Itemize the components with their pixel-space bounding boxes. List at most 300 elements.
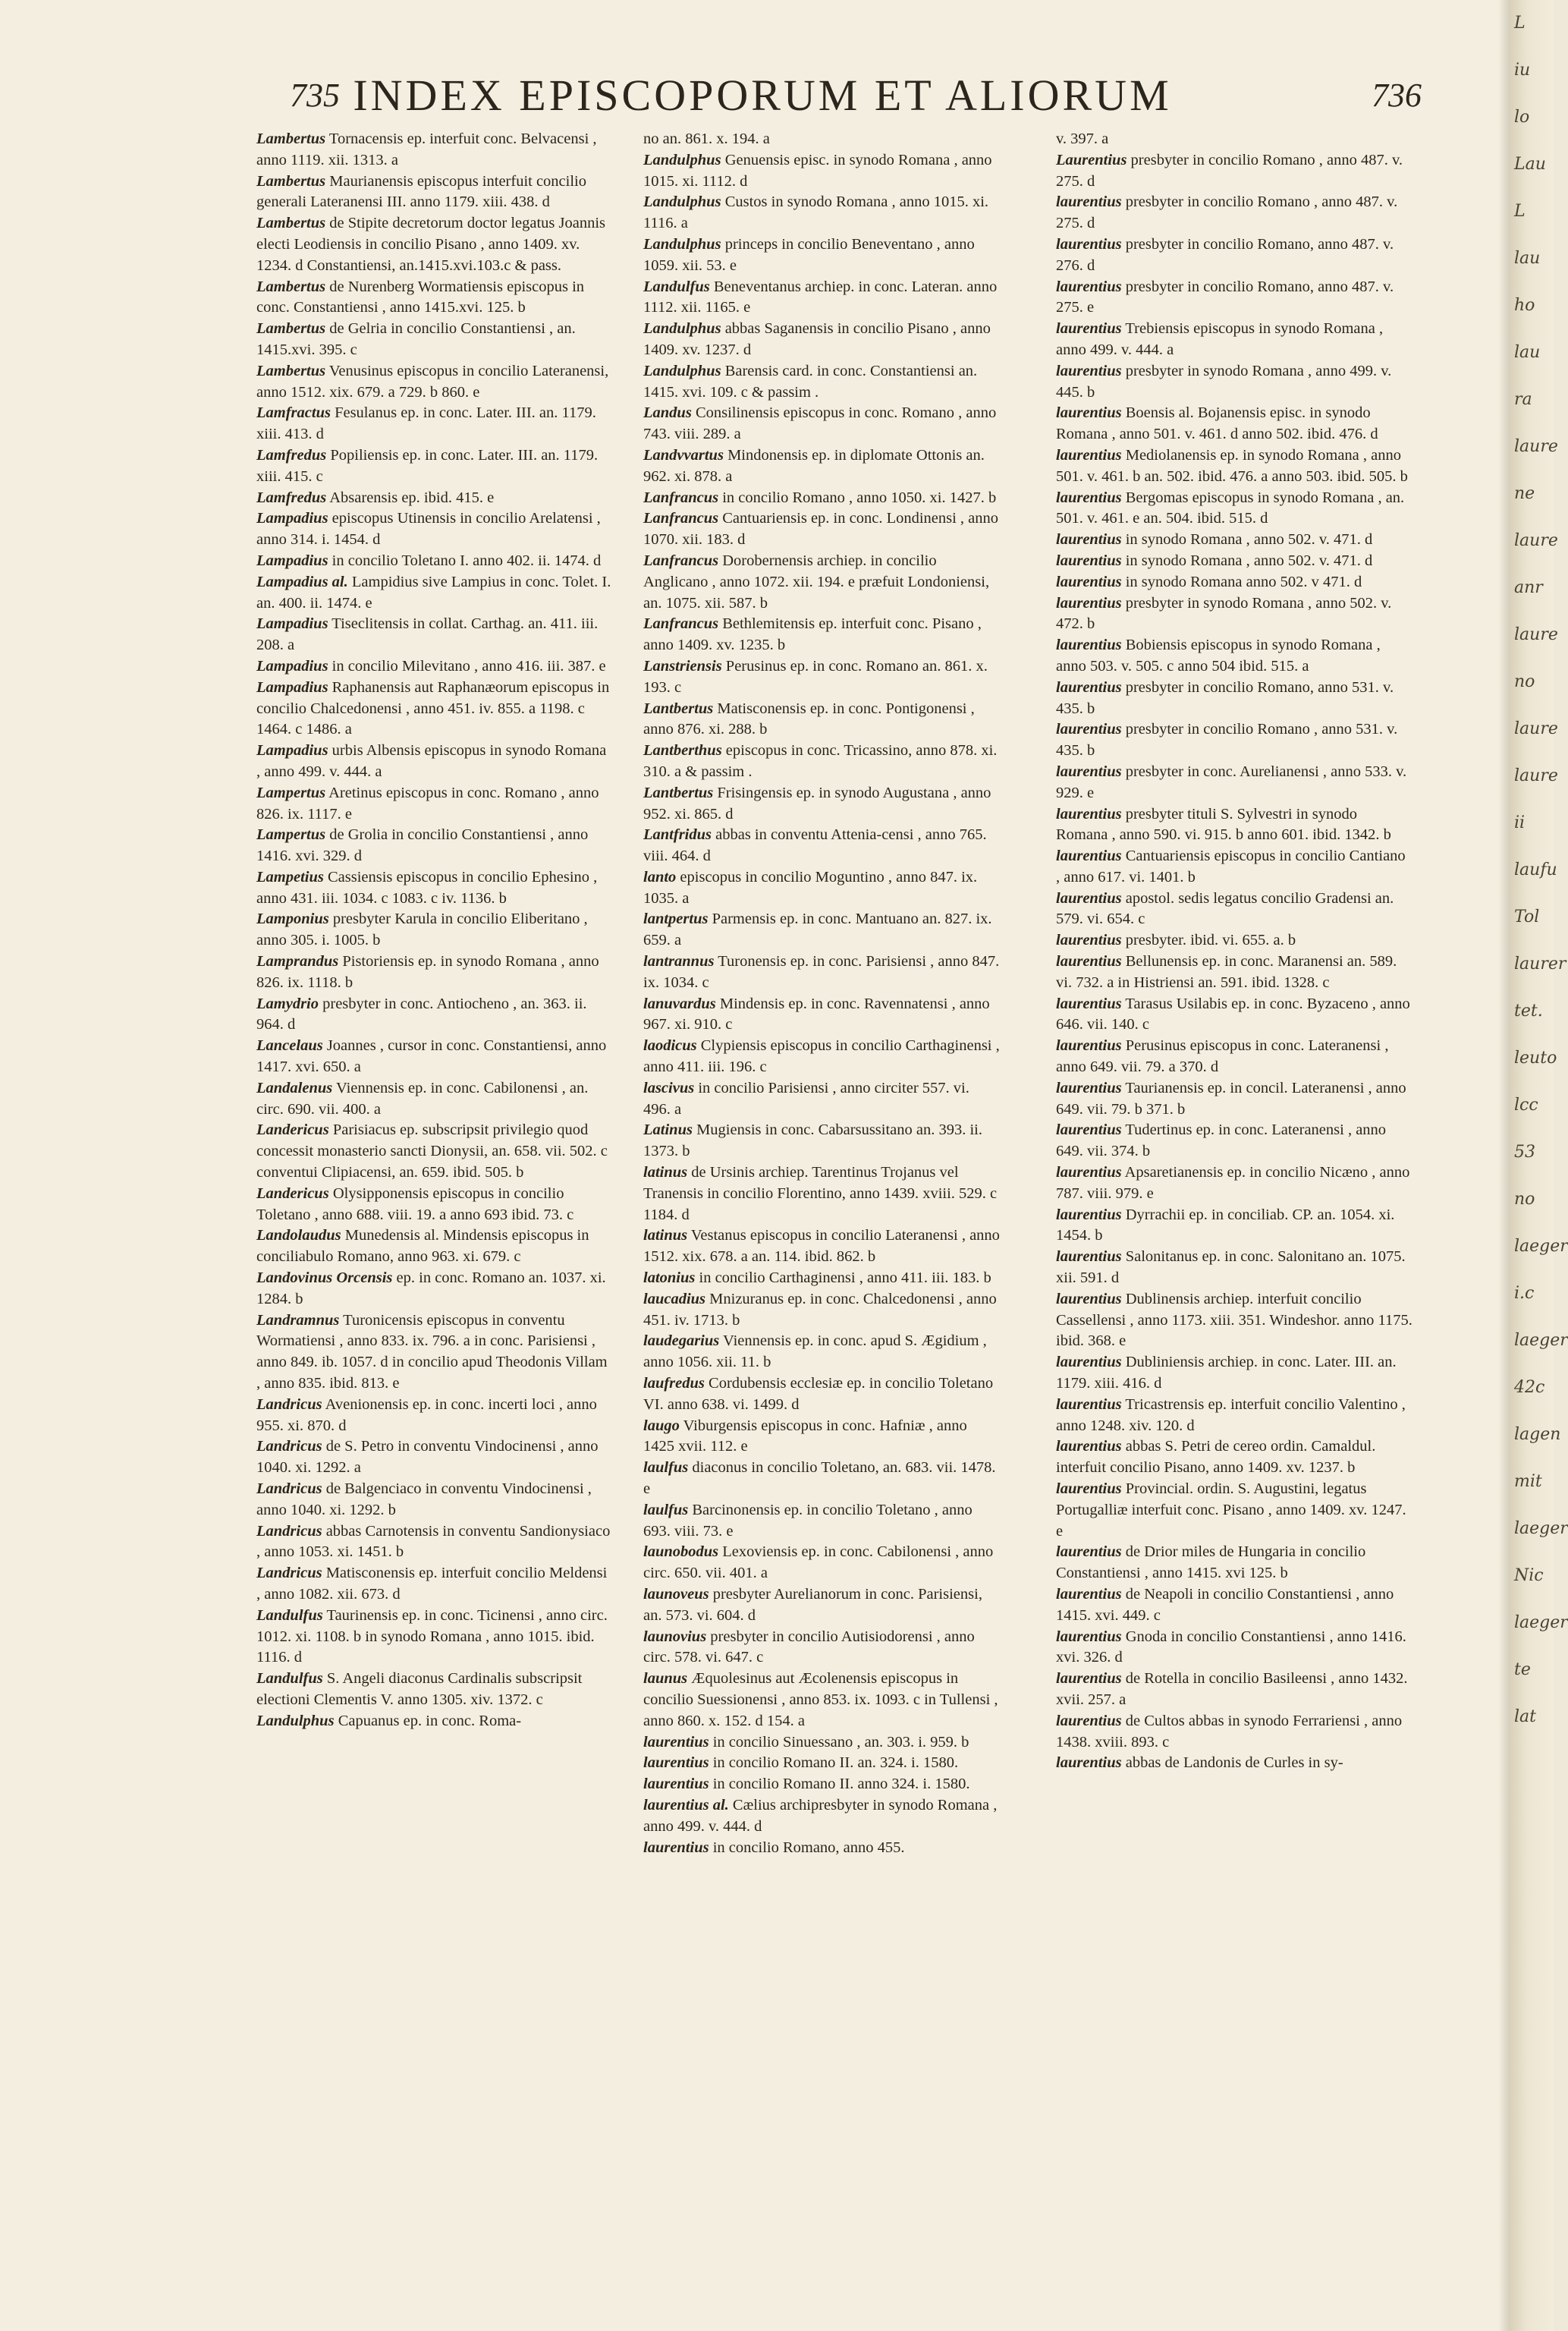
- entry-text: Gnoda in concilio Constantiensi , anno 1416. xvi. 326. d: [1056, 1628, 1406, 1666]
- entry-headword: Landulphus: [643, 151, 721, 168]
- index-entry: [1056, 192, 1412, 234]
- index-entry: [256, 825, 613, 867]
- entry-text: in concilio Carthaginensi , anno 411. iii. 183. b: [695, 1269, 991, 1287]
- entry-headword: laurentius: [1056, 573, 1122, 590]
- adjacent-page-fragment: Nic: [1514, 1566, 1544, 1585]
- index-entry: [1056, 1162, 1412, 1205]
- entry-headword: laurentius: [1056, 235, 1122, 253]
- entry-headword: Lambertus: [256, 320, 326, 338]
- index-entry: [256, 1563, 613, 1606]
- index-entry: [256, 213, 613, 276]
- index-entry: [643, 1078, 1000, 1121]
- adjacent-page-fragment: no: [1514, 1190, 1535, 1209]
- entry-text: de Cultos abbas in synodo Ferrariensi , anno 1438. xviii. 893. c: [1056, 1712, 1403, 1751]
- adjacent-page-fragment: 42c: [1514, 1378, 1545, 1397]
- entry-text: Apsaretianensis ep. in concilio Nicæno , anno 787. viii. 979. e: [1056, 1164, 1410, 1202]
- entry-headword: laurentius: [1056, 1290, 1122, 1307]
- entry-headword: Lampertus: [256, 826, 326, 844]
- entry-headword: laurentius: [1056, 953, 1122, 970]
- entry-text: presbyter in concilio Romano , anno 487. v. 275. d: [1056, 193, 1398, 232]
- index-entry: [1056, 1711, 1412, 1754]
- entry-headword: laulfus: [643, 1501, 689, 1518]
- entry-headword: Lampadius: [256, 615, 328, 633]
- adjacent-page-fragment: te: [1514, 1660, 1531, 1679]
- index-entry: [643, 192, 1000, 234]
- entry-text: Maurianensis episcopus interfuit concilio generali Lateranensi III. anno 1179. xiii. 438. d: [256, 172, 586, 211]
- index-entry: [643, 1669, 1000, 1732]
- entry-headword: Landulfus: [256, 1670, 323, 1688]
- entry-headword: laurentius: [1056, 1037, 1122, 1055]
- adjacent-page-fragment: tet.: [1514, 1002, 1543, 1021]
- adjacent-page-fragment: laufu: [1514, 860, 1557, 879]
- entry-text: Mindonensis ep. in diplomate Ottonis an. 962. xi. 878. a: [643, 446, 985, 485]
- page-number-right: 736: [1372, 77, 1422, 114]
- entry-headword: laurentius: [1056, 193, 1122, 211]
- entry-text: presbyter in synodo Romana , anno 499. v. 445. b: [1056, 362, 1392, 401]
- entry-text: in synodo Romana anno 502. v 471. d: [1121, 573, 1362, 590]
- entry-headword: Lambertus: [256, 215, 326, 232]
- entry-text: diaconus in concilio Toletano, an. 683. vii. 1478. e: [643, 1459, 996, 1497]
- entry-headword: Landvvartus: [643, 446, 724, 464]
- index-entry: [643, 867, 1000, 910]
- entry-headword: launus: [643, 1670, 688, 1688]
- index-entry: [1056, 762, 1412, 804]
- index-entry: [1056, 1479, 1412, 1542]
- entry-text: Genuensis episc. in synodo Romana , anno 1015. xi. 1112. d: [643, 151, 992, 190]
- entry-text: in synodo Romana , anno 502. v. 471. d: [1121, 552, 1373, 569]
- entry-headword: Landulfus: [643, 278, 710, 295]
- entry-headword: laurentius: [1056, 594, 1122, 612]
- entry-headword: Lanfrancus: [643, 489, 719, 506]
- entry-headword: laurentius: [643, 1733, 709, 1751]
- entry-text: no an. 861. x. 194. a: [643, 131, 770, 147]
- entry-text: Æquolesinus aut Æcolenensis episcopus in concilio Suessionensi , anno 853. ix. 1093. c in Tullensi , anno 860. x. 152. d 154. a: [643, 1670, 998, 1729]
- entry-headword: Lamydrio: [256, 995, 319, 1012]
- adjacent-page-fragment: lagen: [1514, 1425, 1561, 1444]
- entry-text: Barcinonensis ep. in concilio Toletano , anno 693. viii. 73. e: [643, 1501, 973, 1540]
- entry-text: Salonitanus ep. in conc. Salonitano an. 1075. xii. 591. d: [1056, 1248, 1406, 1287]
- entry-headword: Lampadius: [256, 552, 328, 569]
- entry-headword: latinus: [643, 1164, 688, 1181]
- index-entry: [1056, 889, 1412, 931]
- entry-headword: Lancelaus: [256, 1037, 323, 1055]
- index-entry: [643, 699, 1000, 741]
- page-edge-shadow: [1498, 0, 1510, 2331]
- entry-text: Dyrrachii ep. in conciliab. CP. an. 1054. xi. 1454. b: [1056, 1206, 1395, 1244]
- index-entry: [643, 656, 1000, 699]
- adjacent-page-fragment: lau: [1514, 343, 1541, 362]
- entry-text: Cordubensis ecclesiæ ep. in concilio Toletano VI. anno 638. vi. 1499. d: [643, 1375, 994, 1413]
- entry-text: Dublinensis archiep. interfuit concilio Cassellensi , anno 1173. xiii. 351. Windeshor. anno 1175. ibid. 368. e: [1056, 1290, 1412, 1350]
- entry-headword: laurentius: [1056, 889, 1122, 907]
- entry-text: Absarensis ep. ibid. 415. e: [326, 489, 495, 506]
- entry-headword: Lampadius: [256, 510, 328, 527]
- index-entry: [643, 319, 1000, 361]
- entry-headword: laurentius: [1056, 1628, 1122, 1645]
- entry-text: Frisingensis ep. in synodo Augustana , anno 952. xi. 865. d: [643, 784, 991, 823]
- adjacent-page-fragment: Lau: [1514, 155, 1546, 174]
- entry-headword: Landalenus: [256, 1079, 333, 1096]
- entry-text: presbyter. ibid. vi. 655. a. b: [1121, 932, 1296, 949]
- entry-headword: launoveus: [643, 1585, 709, 1603]
- entry-headword: lanto: [643, 868, 677, 886]
- index-entry: [256, 678, 613, 741]
- entry-text: episcopus in conc. Tricassino, anno 878. xi. 310. a & passim .: [643, 742, 998, 780]
- entry-headword: Lantbertus: [643, 784, 714, 801]
- index-entry: [1056, 234, 1412, 277]
- entry-headword: Landericus: [256, 1121, 329, 1139]
- entry-text: Cælius archipresbyter in synodo Romana , anno 499. v. 444. d: [643, 1796, 998, 1835]
- index-entry: [643, 1120, 1000, 1162]
- entry-text: abbas de Landonis de Curles in sy-: [1121, 1754, 1343, 1772]
- entry-text: in synodo Romana , anno 502. v. 471. d: [1121, 531, 1373, 549]
- index-entry: [643, 1289, 1000, 1332]
- index-entry: [256, 994, 613, 1037]
- entry-headword: Lamponius: [256, 911, 329, 928]
- index-entry: [1056, 1584, 1412, 1627]
- index-entry: [643, 783, 1000, 826]
- entry-text: Matisconensis ep. in conc. Pontigonensi , anno 876. xi. 288. b: [643, 700, 975, 738]
- index-entry: [643, 1627, 1000, 1669]
- entry-headword: laurentius: [1056, 278, 1122, 295]
- entry-text: Custos in synodo Romana , anno 1015. xi. 1116. a: [643, 193, 989, 232]
- index-entry: [256, 1310, 613, 1395]
- index-entry: [643, 150, 1000, 193]
- entry-text: Parmensis ep. in conc. Mantuano an. 827. ix. 659. a: [643, 911, 992, 949]
- entry-headword: laurentius: [1056, 1585, 1122, 1603]
- index-entry: [1056, 635, 1412, 678]
- entry-text: presbyter in concilio Romano, anno 487. v. 276. d: [1056, 235, 1394, 274]
- entry-headword: Laurentius: [1056, 151, 1127, 168]
- index-entry: [1056, 1120, 1412, 1162]
- adjacent-page-fragment: laeger: [1514, 1331, 1568, 1350]
- entry-text: Cassiensis episcopus in concilio Ephesino , anno 431. iii. 1034. c 1083. c iv. 1136. b: [256, 868, 598, 907]
- entry-text: de Nurenberg Wormatiensis episcopus in conc. Constantiensi , anno 1415.xvi. 125. b: [256, 278, 585, 316]
- entry-text: Tarasus Usilabis ep. in conc. Byzaceno , anno 646. vii. 140. c: [1056, 995, 1410, 1033]
- entry-headword: Lambertus: [256, 172, 326, 190]
- entry-headword: laurentius: [1056, 1712, 1122, 1729]
- adjacent-page-fragment: mit: [1514, 1472, 1542, 1491]
- entry-headword: Lanstriensis: [643, 657, 722, 675]
- index-entry: [643, 1162, 1000, 1225]
- entry-text: de S. Petro in conventu Vindocinensi , anno 1040. xi. 1292. a: [256, 1438, 599, 1477]
- index-entry: [643, 1331, 1000, 1373]
- entry-headword: laurentius: [1056, 362, 1122, 379]
- entry-text: Fesulanus ep. in conc. Later. III. an. 1179. xiii. 413. d: [256, 404, 596, 443]
- index-entry: [643, 403, 1000, 445]
- entry-text: Taurinensis ep. in conc. Ticinensi , anno circ. 1012. xi. 1108. b in synodo Romana , anno 1015. ibid. 1116. d: [256, 1606, 608, 1666]
- entry-headword: laurentius: [1056, 848, 1122, 865]
- index-entry: [256, 403, 613, 445]
- adjacent-page-fragment: ho: [1514, 296, 1535, 315]
- entry-headword: Lantberthus: [643, 742, 722, 760]
- index-entry: [1056, 1289, 1412, 1352]
- entry-text: Turonensis ep. in conc. Parisiensi , anno 847. ix. 1034. c: [643, 953, 1000, 991]
- entry-text: Venusinus episcopus in concilio Lateranensi, anno 1512. xix. 679. a 729. b 860. e: [256, 362, 609, 401]
- adjacent-page-fragment: Tol: [1514, 908, 1540, 926]
- entry-text: Raphanensis aut Raphanæorum episcopus in concilio Chalcedonensi , anno 451. iv. 855. a 1198. c 1464. c 1486. a: [256, 678, 610, 738]
- index-entry: [1056, 445, 1412, 488]
- index-entry: [643, 741, 1000, 783]
- entry-text: presbyter in concilio Romano, anno 531. v. 435. b: [1056, 678, 1394, 717]
- entry-headword: laurentius: [1056, 1121, 1122, 1139]
- entry-text: de Ursinis archiep. Tarentinus Trojanus vel Tranensis in concilio Florentino, anno 1439. xviii. 529. c 1184. d: [643, 1164, 998, 1223]
- index-entry: [643, 361, 1000, 404]
- entry-text: Bobiensis episcopus in synodo Romana , anno 503. v. 505. c anno 504 ibid. 515. a: [1056, 637, 1381, 675]
- adjacent-page-fragment: 53: [1514, 1143, 1535, 1162]
- entry-headword: laurentius: [1056, 1164, 1122, 1181]
- entry-headword: latinus: [643, 1227, 688, 1244]
- entry-headword: laurentius: [1056, 678, 1122, 696]
- index-entry: [1056, 1753, 1412, 1774]
- entry-headword: laodicus: [643, 1037, 697, 1055]
- index-entry: [643, 1795, 1000, 1838]
- entry-headword: Lampadius: [256, 742, 328, 760]
- index-entry: [1056, 361, 1412, 404]
- entry-headword: Lampertus: [256, 784, 326, 801]
- entry-text: de Drior miles de Hungaria in concilio Constantiensi , anno 1415. xvi 125. b: [1056, 1543, 1366, 1582]
- index-entry: [1056, 719, 1412, 762]
- entry-text: Turonicensis episcopus in conventu Wormatiensi , anno 833. ix. 796. a in conc. Parisiensi , anno 849. ib. 1057. d in concilio apud Theodonis Villam , anno 835. ibid. 813. e: [256, 1311, 608, 1392]
- index-entry: [1056, 403, 1412, 445]
- entry-headword: Landulphus: [256, 1712, 335, 1729]
- entry-text: Provincial. ordin. S. Augustini, legatus Portugalliæ interfuit conc. Pisano , anno 1409. xv. 1247. e: [1056, 1480, 1406, 1540]
- index-entry: [256, 277, 613, 319]
- index-entry: [1056, 1036, 1412, 1078]
- entry-text: princeps in concilio Beneventano , anno 1059. xii. 53. e: [643, 235, 975, 274]
- entry-headword: laurentius: [643, 1839, 709, 1856]
- adjacent-page-fragment: iu: [1514, 61, 1531, 80]
- index-entry: [1056, 994, 1412, 1037]
- entry-text: Pistoriensis ep. in synodo Romana , anno 826. ix. 1118. b: [256, 953, 599, 991]
- adjacent-page-fragment: anr: [1514, 578, 1543, 597]
- index-entry: [256, 741, 613, 783]
- entry-headword: Lanfrancus: [643, 552, 719, 569]
- entry-text: Mediolanensis ep. in synodo Romana , anno 501. v. 461. b an. 502. ibid. 476. a anno 503. ibid. 505. b: [1056, 446, 1408, 485]
- entry-text: Avenionensis ep. in conc. incerti loci , anno 955. xi. 870. d: [256, 1395, 597, 1434]
- index-entry: [643, 445, 1000, 488]
- entry-text: in concilio Romano II. an. 324. i. 1580.: [709, 1754, 959, 1772]
- index-entry: [1056, 930, 1412, 952]
- entry-text: Tudertinus ep. in conc. Lateranensi , anno 649. vii. 374. b: [1056, 1121, 1387, 1160]
- entry-headword: Landericus: [256, 1184, 329, 1202]
- adjacent-page-fragment: ra: [1514, 390, 1532, 409]
- adjacent-page-fragment: lau: [1514, 249, 1541, 268]
- index-entry: [643, 1373, 1000, 1416]
- entry-text: Vestanus episcopus in concilio Lateranensi , anno 1512. xix. 678. a an. 114. ibid. 862. b: [643, 1227, 1000, 1266]
- entry-text: Lampidius sive Lampius in conc. Tolet. I. an. 400. ii. 1474. e: [256, 573, 611, 612]
- entry-text: de Neapoli in concilio Constantiensi , anno 1415. xvi. 449. c: [1056, 1585, 1394, 1624]
- entry-headword: Landricus: [256, 1522, 322, 1540]
- entry-headword: Lampadius: [256, 678, 328, 696]
- entry-text: episcopus in concilio Moguntino , anno 847. ix. 1035. a: [643, 868, 978, 907]
- index-entry: [643, 1753, 1000, 1774]
- index-entry: [256, 867, 613, 910]
- entry-headword: Lanfrancus: [643, 615, 719, 633]
- index-entry: [256, 1521, 613, 1564]
- index-entry: [1056, 1352, 1412, 1395]
- index-entry: [256, 656, 613, 678]
- index-entry: [256, 783, 613, 826]
- index-entry: [1056, 488, 1412, 530]
- index-entry: [1056, 1395, 1412, 1437]
- entry-headword: Landulphus: [643, 320, 721, 338]
- index-entry: [643, 1732, 1000, 1754]
- entry-headword: Lamfredus: [256, 489, 327, 506]
- entry-text: de Gelria in concilio Constantiensi , an. 1415.xvi. 395. c: [256, 320, 576, 358]
- entry-headword: Landricus: [256, 1565, 322, 1582]
- index-entry: [256, 171, 613, 214]
- entry-text: S. Angeli diaconus Cardinalis subscripsit electioni Clementis V. anno 1305. xiv. 1372. c: [256, 1670, 583, 1708]
- entry-text: Parisiacus ep. subscripsit privilegio quod concessit monasterio sancti Dionysii, an. 658. vii. 502. c conventui Clipiacensi, an. 659. ibid. 505. b: [256, 1121, 608, 1181]
- entry-text: Popiliensis ep. in conc. Later. III. an. 1179. xiii. 415. c: [256, 446, 599, 485]
- entry-headword: Latinus: [643, 1121, 693, 1139]
- entry-headword: Landricus: [256, 1480, 322, 1497]
- index-entry: [643, 1838, 1000, 1859]
- entry-headword: launobodus: [643, 1543, 719, 1561]
- entry-text: Capuanus ep. in conc. Roma-: [334, 1712, 522, 1729]
- entry-text: Viennensis ep. in conc. apud S. Ægidium , anno 1056. xii. 11. b: [643, 1332, 987, 1371]
- entry-text: episcopus Utinensis in concilio Arelatensi , anno 314. i. 1454. d: [256, 510, 601, 549]
- entry-text: presbyter in synodo Romana , anno 502. v. 472. b: [1056, 594, 1392, 633]
- adjacent-page-fragment: L: [1514, 14, 1526, 33]
- entry-text: Clypiensis episcopus in concilio Carthaginensi , anno 411. iii. 196. c: [643, 1037, 1000, 1076]
- entry-text: Dubliniensis archiep. in conc. Later. III. an. 1179. xiii. 416. d: [1056, 1354, 1397, 1392]
- entry-headword: Lanfrancus: [643, 510, 719, 527]
- index-entry: [256, 1711, 613, 1732]
- page-title: INDEX EPISCOPORUM ET ALIORUM: [353, 71, 1172, 120]
- entry-text: presbyter in concilio Romano, anno 487. v. 275. e: [1056, 278, 1394, 316]
- adjacent-page-fragment: ii: [1514, 813, 1526, 832]
- entry-text: de Grolia in concilio Constantiensi , anno 1416. xvi. 329. d: [256, 826, 589, 865]
- entry-text: Consilinensis episcopus in conc. Romano , anno 743. viii. 289. a: [643, 404, 997, 443]
- index-entry: [1056, 1436, 1412, 1479]
- entry-headword: lantrannus: [643, 953, 715, 970]
- entry-headword: laugo: [643, 1417, 680, 1434]
- entry-text: presbyter in conc. Aurelianensi , anno 533. v. 929. e: [1056, 763, 1407, 801]
- index-entry: [256, 129, 613, 171]
- entry-headword: Landulphus: [643, 193, 721, 211]
- entry-headword: Landus: [643, 404, 692, 422]
- entry-text: presbyter Aurelianorum in conc. Parisiensi, an. 573. vi. 604. d: [643, 1585, 982, 1624]
- index-entry: [1056, 150, 1412, 193]
- entry-text: Munedensis al. Mindensis episcopus in conciliabulo Romano, anno 963. xi. 679. c: [256, 1227, 589, 1266]
- entry-headword: laurentius: [1056, 1206, 1122, 1223]
- index-entry: [643, 825, 1000, 867]
- entry-text: Aretinus episcopus in conc. Romano , anno 826. ix. 1117. e: [256, 784, 599, 823]
- entry-headword: laudegarius: [643, 1332, 720, 1350]
- entry-headword: laurentius: [1056, 446, 1122, 464]
- entry-headword: laurentius: [1056, 320, 1122, 338]
- index-entry: [256, 551, 613, 572]
- entry-headword: laurentius: [1056, 1543, 1122, 1561]
- entry-headword: laulfus: [643, 1459, 689, 1477]
- index-entry: [256, 1225, 613, 1268]
- index-entry: [256, 1479, 613, 1521]
- adjacent-page-fragment: lo: [1514, 108, 1530, 127]
- adjacent-page-fragment: no: [1514, 672, 1535, 691]
- entry-text: Viennensis ep. in conc. Cabilonensi , an. circ. 690. vii. 400. a: [256, 1079, 589, 1118]
- entry-text: in concilio Sinuessano , an. 303. i. 959. b: [709, 1733, 969, 1751]
- entry-text: Cantuariensis episcopus in concilio Cantiano , anno 617. vi. 1401. b: [1056, 848, 1406, 886]
- entry-headword: laurentius: [1056, 1395, 1122, 1413]
- index-entry: [643, 277, 1000, 319]
- entry-text: Tornacensis ep. interfuit conc. Belvacensi , anno 1119. xii. 1313. a: [256, 131, 597, 168]
- entry-headword: Lambertus: [256, 131, 326, 147]
- entry-text: Taurianensis ep. in concil. Lateranensi , anno 649. vii. 79. b 371. b: [1056, 1079, 1406, 1118]
- index-entry: [643, 614, 1000, 656]
- index-entry: [1056, 952, 1412, 994]
- index-entry: [643, 994, 1000, 1037]
- index-entry: [256, 319, 613, 361]
- entry-text: de Rotella in concilio Basileensi , anno 1432. xvii. 257. a: [1056, 1670, 1408, 1708]
- entry-text: Barensis card. in conc. Constantiensi an. 1415. xvi. 109. c & passim .: [643, 362, 978, 401]
- entry-headword: Landovinus Orcensis: [256, 1269, 393, 1287]
- entry-headword: laurentius: [1056, 763, 1122, 780]
- entry-headword: Landramnus: [256, 1311, 340, 1329]
- entry-text: Matisconensis ep. interfuit concilio Meldensi , anno 1082. xii. 673. d: [256, 1565, 608, 1603]
- entry-headword: Lantbertus: [643, 700, 714, 717]
- index-entry: [256, 1606, 613, 1669]
- entry-headword: laurentius: [1056, 995, 1122, 1012]
- adjacent-page-fragment: lcc: [1514, 1096, 1538, 1115]
- entry-text: Dorobernensis archiep. in concilio Anglicano , anno 1072. xii. 194. e præfuit Londoniensi, an. 1075. xii. 587. b: [643, 552, 990, 612]
- index-entry: [1056, 1247, 1412, 1289]
- entry-headword: latonius: [643, 1269, 696, 1287]
- entry-headword: laurentius: [1056, 1354, 1122, 1371]
- index-column-3: [1056, 129, 1412, 1774]
- index-entry: [256, 1395, 613, 1437]
- index-entry: [1056, 1627, 1412, 1669]
- entry-text: presbyter in concilio Romano , anno 487. v. 275. d: [1056, 151, 1403, 190]
- entry-text: presbyter Karula in concilio Eliberitano , anno 305. i. 1005. b: [256, 911, 588, 949]
- entry-text: Perusinus episcopus in conc. Lateranensi , anno 649. vii. 79. a 370. d: [1056, 1037, 1389, 1076]
- entry-text: Boensis al. Bojanensis episc. in synodo Romana , anno 501. v. 461. d anno 502. ibid. 476. d: [1056, 404, 1378, 443]
- index-entry: [1056, 1542, 1412, 1584]
- entry-headword: laurentius: [1056, 489, 1122, 506]
- index-column-1: [256, 129, 613, 1732]
- index-entry: [256, 1120, 613, 1183]
- entry-text: Beneventanus archiep. in conc. Lateran. anno 1112. xii. 1165. e: [643, 278, 998, 316]
- entry-text: presbyter in conc. Antiocheno , an. 363. ii. 964. d: [256, 995, 587, 1033]
- entry-text: Mugiensis in conc. Cabarsussitano an. 393. ii. 1373. b: [643, 1121, 983, 1160]
- index-entry: [256, 1669, 613, 1711]
- index-entry: [256, 1078, 613, 1121]
- entry-text: presbyter tituli S. Sylvestri in synodo Romana , anno 590. vi. 915. b anno 601. ibid. 1342. b: [1056, 805, 1391, 844]
- page-number-left: 735: [290, 77, 340, 114]
- adjacent-page-fragment: laeger: [1514, 1613, 1568, 1632]
- entry-text: in concilio Romano , anno 1050. xi. 1427. b: [718, 489, 997, 506]
- entry-text: urbis Albensis episcopus in synodo Romana , anno 499. v. 444. a: [256, 742, 607, 780]
- index-entry: [1056, 319, 1412, 361]
- entry-text: abbas Saganensis in concilio Pisano , anno 1409. xv. 1237. d: [643, 320, 991, 358]
- index-entry: [643, 952, 1000, 994]
- entry-headword: laurentius al.: [643, 1796, 729, 1814]
- index-entry: [643, 1036, 1000, 1078]
- entry-headword: laurentius: [1056, 1754, 1122, 1772]
- entry-headword: laurentius: [1056, 404, 1122, 422]
- entry-text: Tricastrensis ep. interfuit concilio Valentino , anno 1248. xiv. 120. d: [1056, 1395, 1406, 1434]
- entry-headword: Landulfus: [256, 1606, 323, 1624]
- entry-headword: laurentius: [1056, 1438, 1122, 1455]
- entry-headword: laufredus: [643, 1375, 705, 1392]
- entry-headword: Lampetius: [256, 868, 324, 886]
- index-entry: [1056, 277, 1412, 319]
- index-entry: [643, 551, 1000, 614]
- adjacent-page-fragment: laure: [1514, 625, 1558, 644]
- adjacent-page-fragment: lat: [1514, 1707, 1536, 1726]
- adjacent-page-edge: [1510, 0, 1568, 2331]
